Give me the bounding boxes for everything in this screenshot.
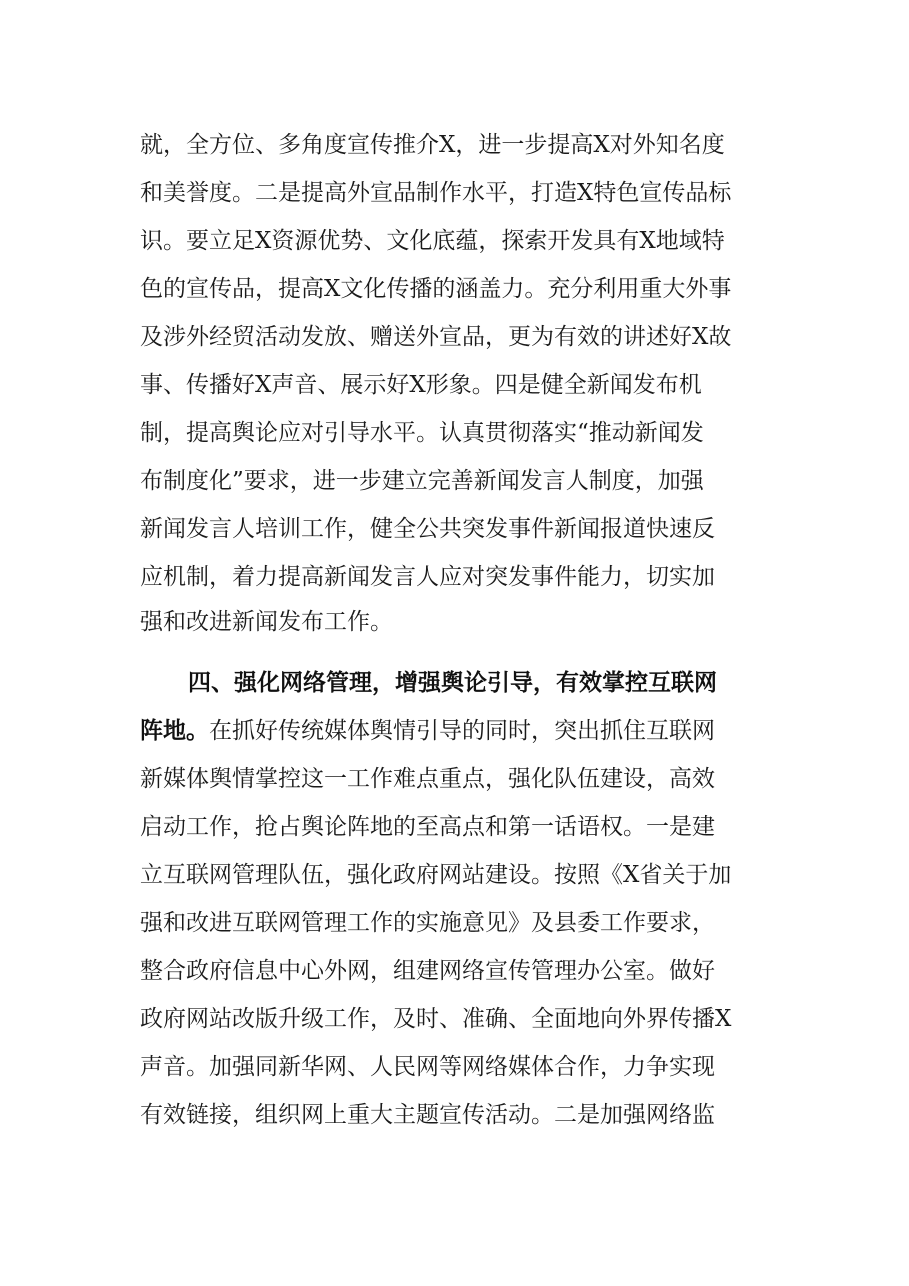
text-line: 应机制，着力提高新闻发言人应对突发事件能力，切实加 [140, 564, 715, 590]
section-heading: 四、强化网络管理，增强舆论引导，有效掌控互联网 [188, 670, 717, 696]
text-line: 识。要立足X资源优势、文化底蕴，探索开发具有X地域特 [140, 228, 725, 254]
text-line [140, 711, 772, 751]
text-line: 新媒体舆情掌控这一工作难点重点，强化队伍建设，高效 [140, 766, 715, 792]
text-line: 新闻发言人培训工作，健全公共突发事件新闻报道快速反 [140, 516, 715, 542]
text-line: 布制度化”要求，进一步建立完善新闻发言人制度，加强 [140, 468, 704, 494]
text-line: 事、传播好X声音、展示好X形象。四是健全新闻发布机 [140, 372, 702, 398]
text-line: 整合政府信息中心外网，组建网络宣传管理办公室。做好 [140, 958, 715, 984]
text-line: 有效链接，组织网上重大主题宣传活动。二是加强网络监 [140, 1102, 715, 1128]
text-line: 声音。加强同新华网、人民网等网络媒体合作，力争实现 [140, 1054, 715, 1080]
text-line: 制，提高舆论应对引导水平。认真贯彻落实“推动新闻发 [140, 420, 704, 446]
text-line: 和美誉度。二是提高外宣品制作水平，打造X特色宣传品标 [140, 180, 732, 206]
text-line: 色的宣传品，提高X文化传播的涵盖力。充分利用重大外事 [140, 276, 732, 302]
text-line: 及涉外经贸活动发放、赠送外宣品，更为有效的讲述好X故 [140, 324, 732, 350]
section-heading-end: 阵地。 [140, 718, 209, 744]
text-line: 强和改进互联网管理工作的实施意见》及县委工作要求， [140, 910, 715, 936]
text-line: 强和改进新闻发布工作。 [140, 609, 393, 635]
text-line: 就，全方位、多角度宣传推介X，进一步提高X对外知名度 [140, 132, 725, 158]
text-line: 政府网站改版升级工作，及时、准确、全面地向外界传播X [140, 1006, 732, 1032]
text-line: 立互联网管理队伍，强化政府网站建设。按照《X省关于加 [140, 862, 732, 888]
text-line: 启动工作，抢占舆论阵地的至高点和第一话语权。一是建 [140, 814, 715, 840]
text-run: 在抓好传统媒体舆情引导的同时，突出抓住互联网 [209, 718, 715, 744]
